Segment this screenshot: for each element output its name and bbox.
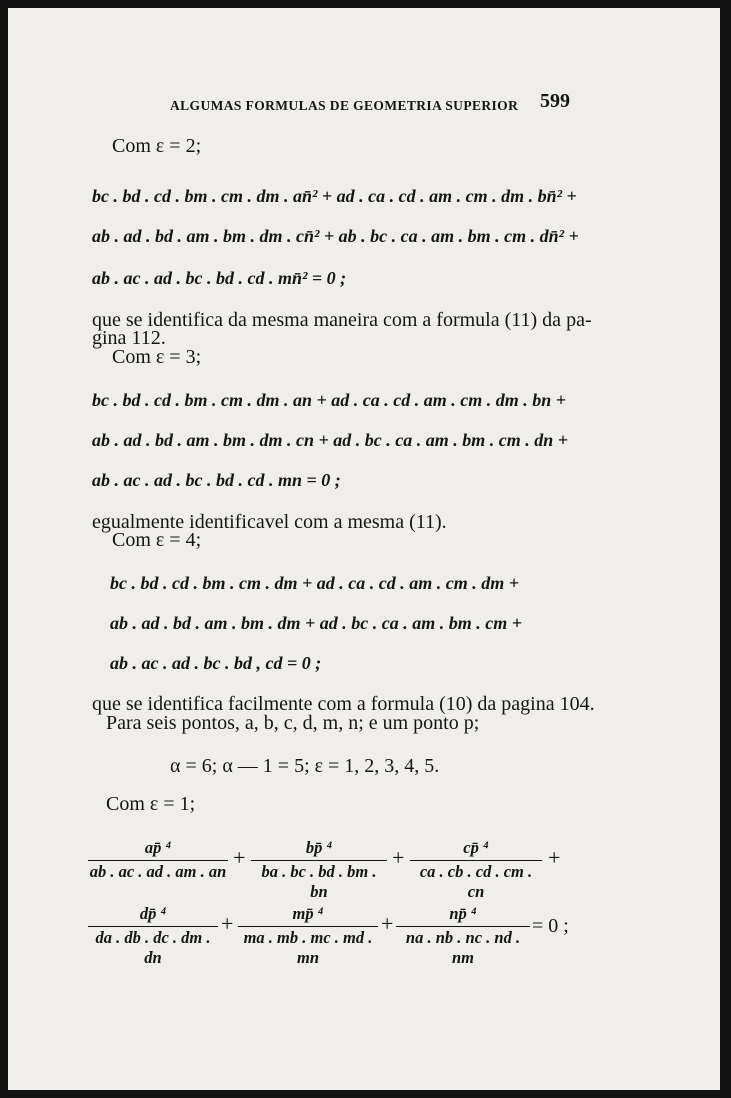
book-page bbox=[8, 8, 720, 1090]
formula-line: bc . bd . cd . bm . cm . dm . an̄² + ad . ca . cd . am . cm . dm . bn̄² + bbox=[92, 186, 577, 206]
paragraph-line: que se identifica da mesma maneira com a formula (11) da pa- bbox=[92, 309, 592, 331]
plus-sign: + bbox=[381, 911, 394, 936]
fraction-numerator: ap̄ ⁴ bbox=[88, 838, 228, 861]
formula-line: ab . ad . bd . am . bm . dm . cn̄² + ab . bc . ca . am . bm . cm . dn̄² + bbox=[92, 226, 579, 246]
paragraph-line: egualmente identificavel com a mesma (11). bbox=[92, 511, 447, 533]
fraction-denominator: ba . bc . bd . bm . bn bbox=[261, 862, 377, 901]
page-number: 599 bbox=[540, 90, 570, 112]
plus-sign: + bbox=[233, 845, 246, 870]
formula-line: bc . bd . cd . bm . cm . dm + ad . ca . cd . am . cm . dm + bbox=[110, 573, 519, 593]
case-epsilon-2: Com ε = 2; bbox=[112, 135, 202, 157]
fraction-denominator: ca . cb . cd . cm . cn bbox=[419, 862, 533, 901]
paragraph-line: que se identifica facilmente com a formula (10) da pagina 104. bbox=[92, 693, 595, 715]
formula-line: bc . bd . cd . bm . cm . dm . an + ad . ca . cd . am . cm . dm . bn + bbox=[92, 390, 566, 410]
formula-line: ab . ad . bd . am . bm . dm . cn + ad . bc . ca . am . bm . cm . dn + bbox=[92, 430, 568, 450]
running-title: ALGUMAS FORMULAS DE GEOMETRIA SUPERIOR bbox=[170, 98, 519, 113]
fraction-denominator: ab . ac . ad . am . an bbox=[89, 862, 227, 881]
case-epsilon-1: Com ε = 1; bbox=[106, 793, 196, 815]
paragraph-line: gina 112. bbox=[92, 327, 166, 349]
fraction bbox=[410, 838, 542, 902]
fraction-numerator: mp̄ ⁴ bbox=[238, 904, 378, 927]
paragraph-line: Para seis pontos, a, b, c, d, m, n; e um ponto p; bbox=[106, 712, 480, 734]
fraction bbox=[238, 904, 378, 968]
fraction-denominator: na . nb . nc . nd . nm bbox=[405, 928, 521, 967]
formula-line: ab . ac . ad . bc . bd , cd = 0 ; bbox=[110, 653, 322, 673]
alpha-epsilon-values: α = 6; α — 1 = 5; ε = 1, 2, 3, 4, 5. bbox=[170, 755, 440, 777]
fraction-numerator: np̄ ⁴ bbox=[396, 904, 530, 927]
plus-sign: + bbox=[221, 911, 234, 936]
fraction bbox=[88, 838, 228, 882]
formula-line: ab . ac . ad . bc . bd . cd . mn = 0 ; bbox=[92, 470, 341, 490]
plus-sign: + bbox=[548, 845, 561, 870]
fraction-numerator: dp̄ ⁴ bbox=[88, 904, 218, 927]
fraction-denominator: da . db . dc . dm . dn bbox=[95, 928, 211, 967]
fraction bbox=[396, 904, 530, 968]
fraction bbox=[251, 838, 387, 902]
case-epsilon-3: Com ε = 3; bbox=[112, 346, 202, 368]
case-epsilon-4: Com ε = 4; bbox=[112, 529, 202, 551]
formula-line: ab . ac . ad . bc . bd . cd . mn̄² = 0 ; bbox=[92, 268, 347, 288]
fraction-numerator: bp̄ ⁴ bbox=[251, 838, 387, 861]
formula-line: ab . ad . bd . am . bm . dm + ad . bc . ca . am . bm . cm + bbox=[110, 613, 522, 633]
equals-zero: = 0 ; bbox=[532, 915, 569, 937]
plus-sign: + bbox=[392, 845, 405, 870]
fraction bbox=[88, 904, 218, 968]
fraction-numerator: cp̄ ⁴ bbox=[410, 838, 542, 861]
fraction-denominator: ma . mb . mc . md . mn bbox=[243, 928, 373, 967]
